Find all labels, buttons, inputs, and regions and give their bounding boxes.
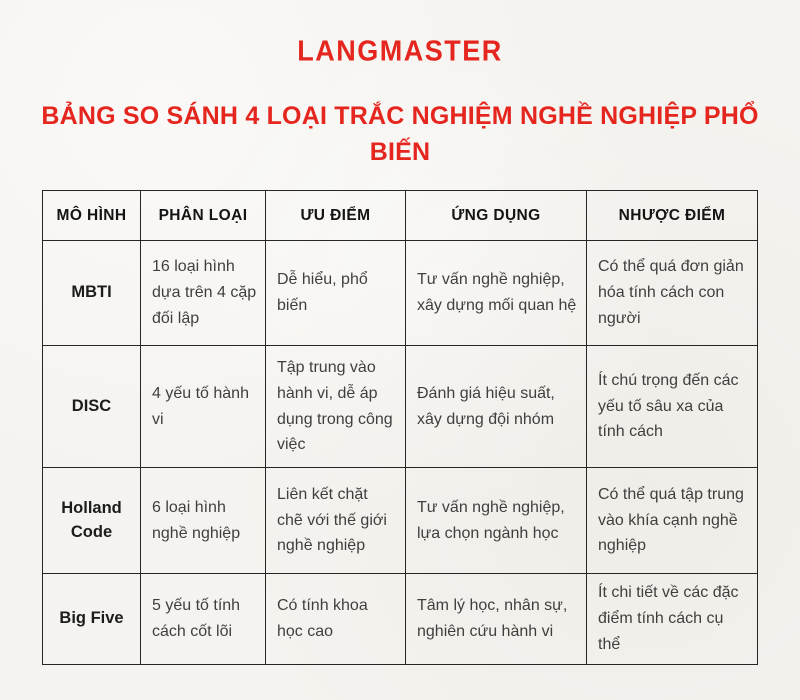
table-row-big-five	[43, 574, 758, 665]
nhuoc-diem-cell: Ít chú trọng đến các yếu tố sâu xa của tính cách	[587, 346, 758, 468]
table-row-mbti	[43, 241, 758, 346]
table-row-disc	[43, 346, 758, 468]
uu-diem-cell: Liên kết chặt chẽ với thế giới nghề nghiệp	[266, 468, 406, 574]
comparison-table	[42, 190, 758, 665]
table-header-row	[43, 191, 758, 241]
brand-logo: LANGMASTER	[297, 35, 503, 67]
ung-dung-cell: Tâm lý học, nhân sự, nghiên cứu hành vi	[406, 574, 587, 665]
model-name-cell: Big Five	[43, 574, 141, 665]
nhuoc-diem-cell: Ít chi tiết về các đặc điểm tính cách cụ thể	[587, 574, 758, 665]
model-name-cell: DISC	[43, 346, 141, 468]
phan-loai-cell: 16 loại hình dựa trên 4 cặp đối lập	[141, 241, 266, 346]
ung-dung-cell: Tư vấn nghề nghiệp, lựa chọn ngành học	[406, 468, 587, 574]
uu-diem-cell: Có tính khoa học cao	[266, 574, 406, 665]
model-name-cell: MBTI	[43, 241, 141, 346]
column-header-uu-diem: ƯU ĐIỂM	[266, 191, 406, 241]
column-header-mo-hinh: MÔ HÌNH	[43, 191, 141, 241]
column-header-nhuoc-diem: NHƯỢC ĐIỂM	[587, 191, 758, 241]
nhuoc-diem-cell: Có thể quá đơn giản hóa tính cách con người	[587, 241, 758, 346]
column-header-phan-loai: PHÂN LOẠI	[141, 191, 266, 241]
phan-loai-cell: 6 loại hình nghề nghiệp	[141, 468, 266, 574]
phan-loai-cell: 5 yếu tố tính cách cốt lõi	[141, 574, 266, 665]
ung-dung-cell: Tư vấn nghề nghiệp, xây dựng mối quan hệ	[406, 241, 587, 346]
ung-dung-cell: Đánh giá hiệu suất, xây dựng đội nhóm	[406, 346, 587, 468]
column-header-ung-dung: ỨNG DỤNG	[406, 191, 587, 241]
phan-loai-cell: 4 yếu tố hành vi	[141, 346, 266, 468]
table-row-holland-code	[43, 468, 758, 574]
nhuoc-diem-cell: Có thể quá tập trung vào khía cạnh nghề nghiệp	[587, 468, 758, 574]
model-name-cell: Holland Code	[43, 468, 141, 574]
uu-diem-cell: Tập trung vào hành vi, dễ áp dụng trong công việc	[266, 346, 406, 468]
uu-diem-cell: Dễ hiểu, phổ biến	[266, 241, 406, 346]
page-title: BẢNG SO SÁNH 4 LOẠI TRẮC NGHIỆM NGHỀ NGHIỆP PHỔ BIẾN	[41, 102, 759, 166]
